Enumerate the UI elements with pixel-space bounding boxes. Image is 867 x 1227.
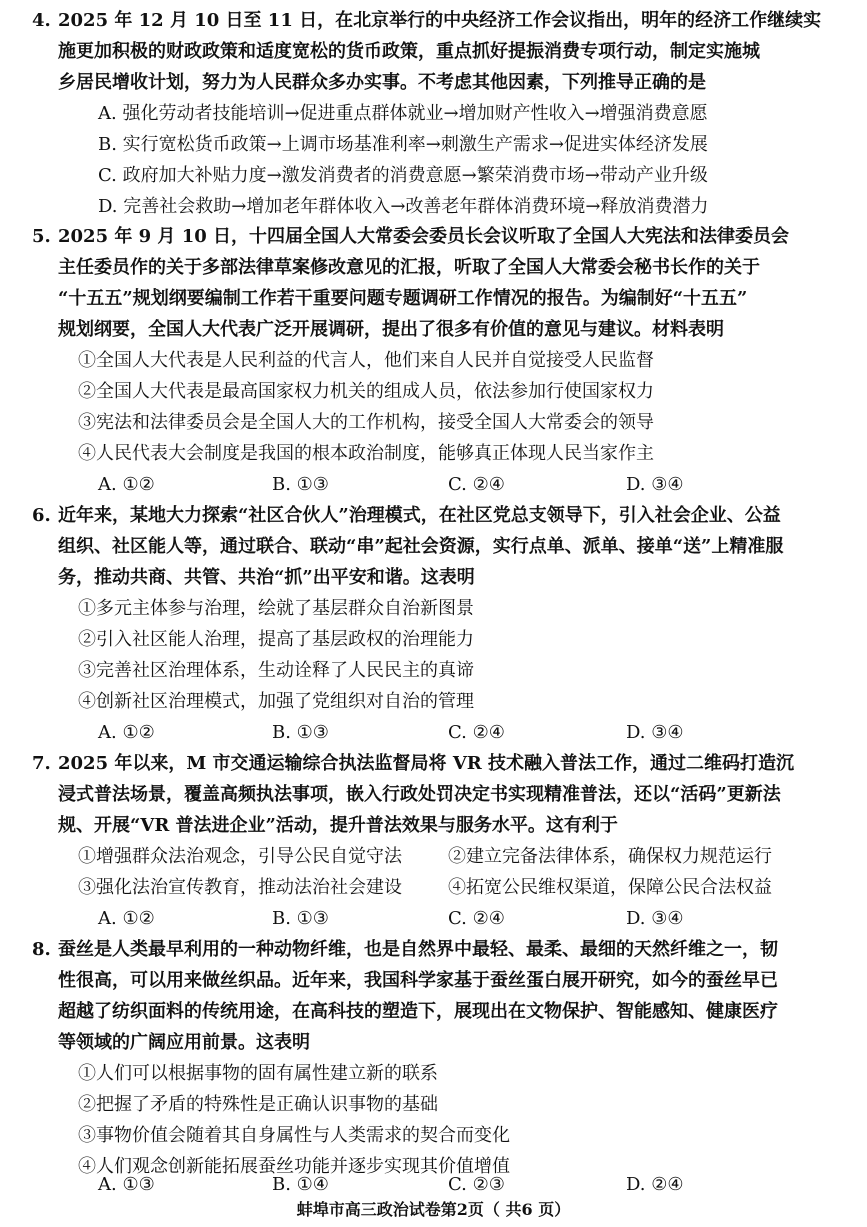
statement: ①多元主体参与治理，绘就了基层群众自治新图景	[78, 598, 474, 619]
statement: ①全国人大代表是人民利益的代言人，他们来自人民并自觉接受人民监督	[78, 350, 654, 371]
choice-a: A. ①②	[98, 474, 155, 495]
choice-d: D. ②④	[626, 1174, 684, 1195]
statement: ④创新社区治理模式，加强了党组织对自治的管理	[78, 691, 474, 712]
question-stem-line: 规、开展“VR 普法进企业”活动，提升普法效果与服务水平。这有利于	[58, 815, 618, 836]
choice-a: A. ①③	[98, 1174, 155, 1195]
question-number: 7.	[32, 753, 51, 774]
statement: ④人民代表大会制度是我国的根本政治制度，能够真正体现人民当家作主	[78, 443, 654, 464]
question-stem-line: 2025 年 12 月 10 日至 11 日，在北京举行的中央经济工作会议指出，明年的经济工作继续实	[58, 10, 822, 31]
option-d: D. 完善社会救助→增加老年群体收入→改善老年群体消费环境→释放消费潜力	[98, 196, 709, 217]
choice-c: C. ②④	[448, 722, 505, 743]
question-stem-line: 乡居民增收计划，努力为人民群众多办实事。不考虑其他因素，下列推导正确的是	[58, 72, 706, 93]
choice-d: D. ③④	[626, 908, 684, 929]
page-footer: 蚌埠市高三政治试卷第2页（ 共6 页）	[296, 1200, 571, 1219]
statement: ③完善社区治理体系，生动诠释了人民民主的真谛	[78, 660, 474, 681]
choice-d: D. ③④	[626, 474, 684, 495]
question-stem-line: 性很高，可以用来做丝织品。近年来，我国科学家基于蚕丝蛋白展开研究，如今的蚕丝早已	[58, 970, 778, 991]
choice-c: C. ②④	[448, 908, 505, 929]
question-stem-line: 主任委员作的关于多部法律草案修改意见的汇报，听取了全国人大常委会秘书长作的关于	[58, 257, 760, 278]
choice-a: A. ①②	[98, 908, 155, 929]
question-stem-line: 超越了纺织面料的传统用途，在高科技的塑造下，展现出在文物保护、智能感知、健康医疗	[58, 1001, 778, 1022]
choice-b: B. ①③	[272, 908, 329, 929]
option-a: A. 强化劳动者技能培训→促进重点群体就业→增加财产性收入→增强消费意愿	[98, 103, 708, 124]
statement: ③事物价值会随着其自身属性与人类需求的契合而变化	[78, 1125, 510, 1146]
choice-b: B. ①③	[272, 474, 329, 495]
question-number: 5.	[32, 226, 51, 247]
choice-d: D. ③④	[626, 722, 684, 743]
statement: ③强化法治宣传教育，推动法治社会建设	[78, 877, 402, 898]
statement: ②引入社区能人治理，提高了基层政权的治理能力	[78, 629, 474, 650]
question-stem-line: 施更加积极的财政政策和适度宽松的货币政策，重点抓好提振消费专项行动，制定实施城	[58, 41, 760, 62]
question-stem-line: 2025 年 9 月 10 日，十四届全国人大常委会委员长会议听取了全国人大宪法和法律委员会	[58, 226, 790, 247]
statement: ①增强群众法治观念，引导公民自觉守法	[78, 846, 402, 867]
question-stem-line: 蚕丝是人类最早利用的一种动物纤维，也是自然界中最轻、最柔、最细的天然纤维之一，韧	[58, 939, 778, 960]
question-stem-line: 等领域的广阔应用前景。这表明	[58, 1032, 310, 1053]
question-stem-line: 2025 年以来，M 市交通运输综合执法监督局将 VR 技术融入普法工作，通过二维码打造沉	[58, 753, 795, 774]
statement: ③宪法和法律委员会是全国人大的工作机构，接受全国人大常委会的领导	[78, 412, 654, 433]
statement: ①人们可以根据事物的固有属性建立新的联系	[78, 1063, 438, 1084]
statement: ②建立完备法律体系，确保权力规范运行	[448, 846, 772, 867]
choice-b: B. ①④	[272, 1174, 329, 1195]
statement: ④拓宽公民维权渠道，保障公民合法权益	[448, 877, 772, 898]
question-stem-line: 规划纲要，全国人大代表广泛开展调研，提出了很多有价值的意见与建议。材料表明	[58, 319, 724, 340]
question-stem-line: 近年来，某地大力探索“社区合伙人”治理模式，在社区党总支领导下，引入社会企业、公益	[58, 505, 781, 526]
option-c: C. 政府加大补贴力度→激发消费者的消费意愿→繁荣消费市场→带动产业升级	[98, 165, 708, 186]
question-number: 8.	[32, 939, 51, 960]
question-number: 4.	[32, 10, 51, 31]
question-stem-line: 务，推动共商、共管、共治“抓”出平安和谐。这表明	[58, 567, 475, 588]
statement: ④人们观念创新能拓展蚕丝功能并逐步实现其价值增值	[78, 1156, 510, 1177]
statement: ②把握了矛盾的特殊性是正确认识事物的基础	[78, 1094, 438, 1115]
question-stem-line: 浸式普法场景，覆盖高频执法事项，嵌入行政处罚决定书实现精准普法，还以“活码”更新法	[58, 784, 781, 805]
choice-b: B. ①③	[272, 722, 329, 743]
choice-a: A. ①②	[98, 722, 155, 743]
choice-c: C. ②③	[448, 1174, 505, 1195]
question-number: 6.	[32, 505, 51, 526]
option-b: B. 实行宽松货币政策→上调市场基准利率→刺激生产需求→促进实体经济发展	[98, 134, 708, 155]
question-stem-line: “十五五”规划纲要编制工作若干重要问题专题调研工作情况的报告。为编制好“十五五”	[58, 288, 748, 309]
choice-c: C. ②④	[448, 474, 505, 495]
question-stem-line: 组织、社区能人等，通过联合、联动“串”起社会资源，实行点单、派单、接单“送”上精准服	[58, 536, 784, 557]
statement: ②全国人大代表是最高国家权力机关的组成人员，依法参加行使国家权力	[78, 381, 654, 402]
